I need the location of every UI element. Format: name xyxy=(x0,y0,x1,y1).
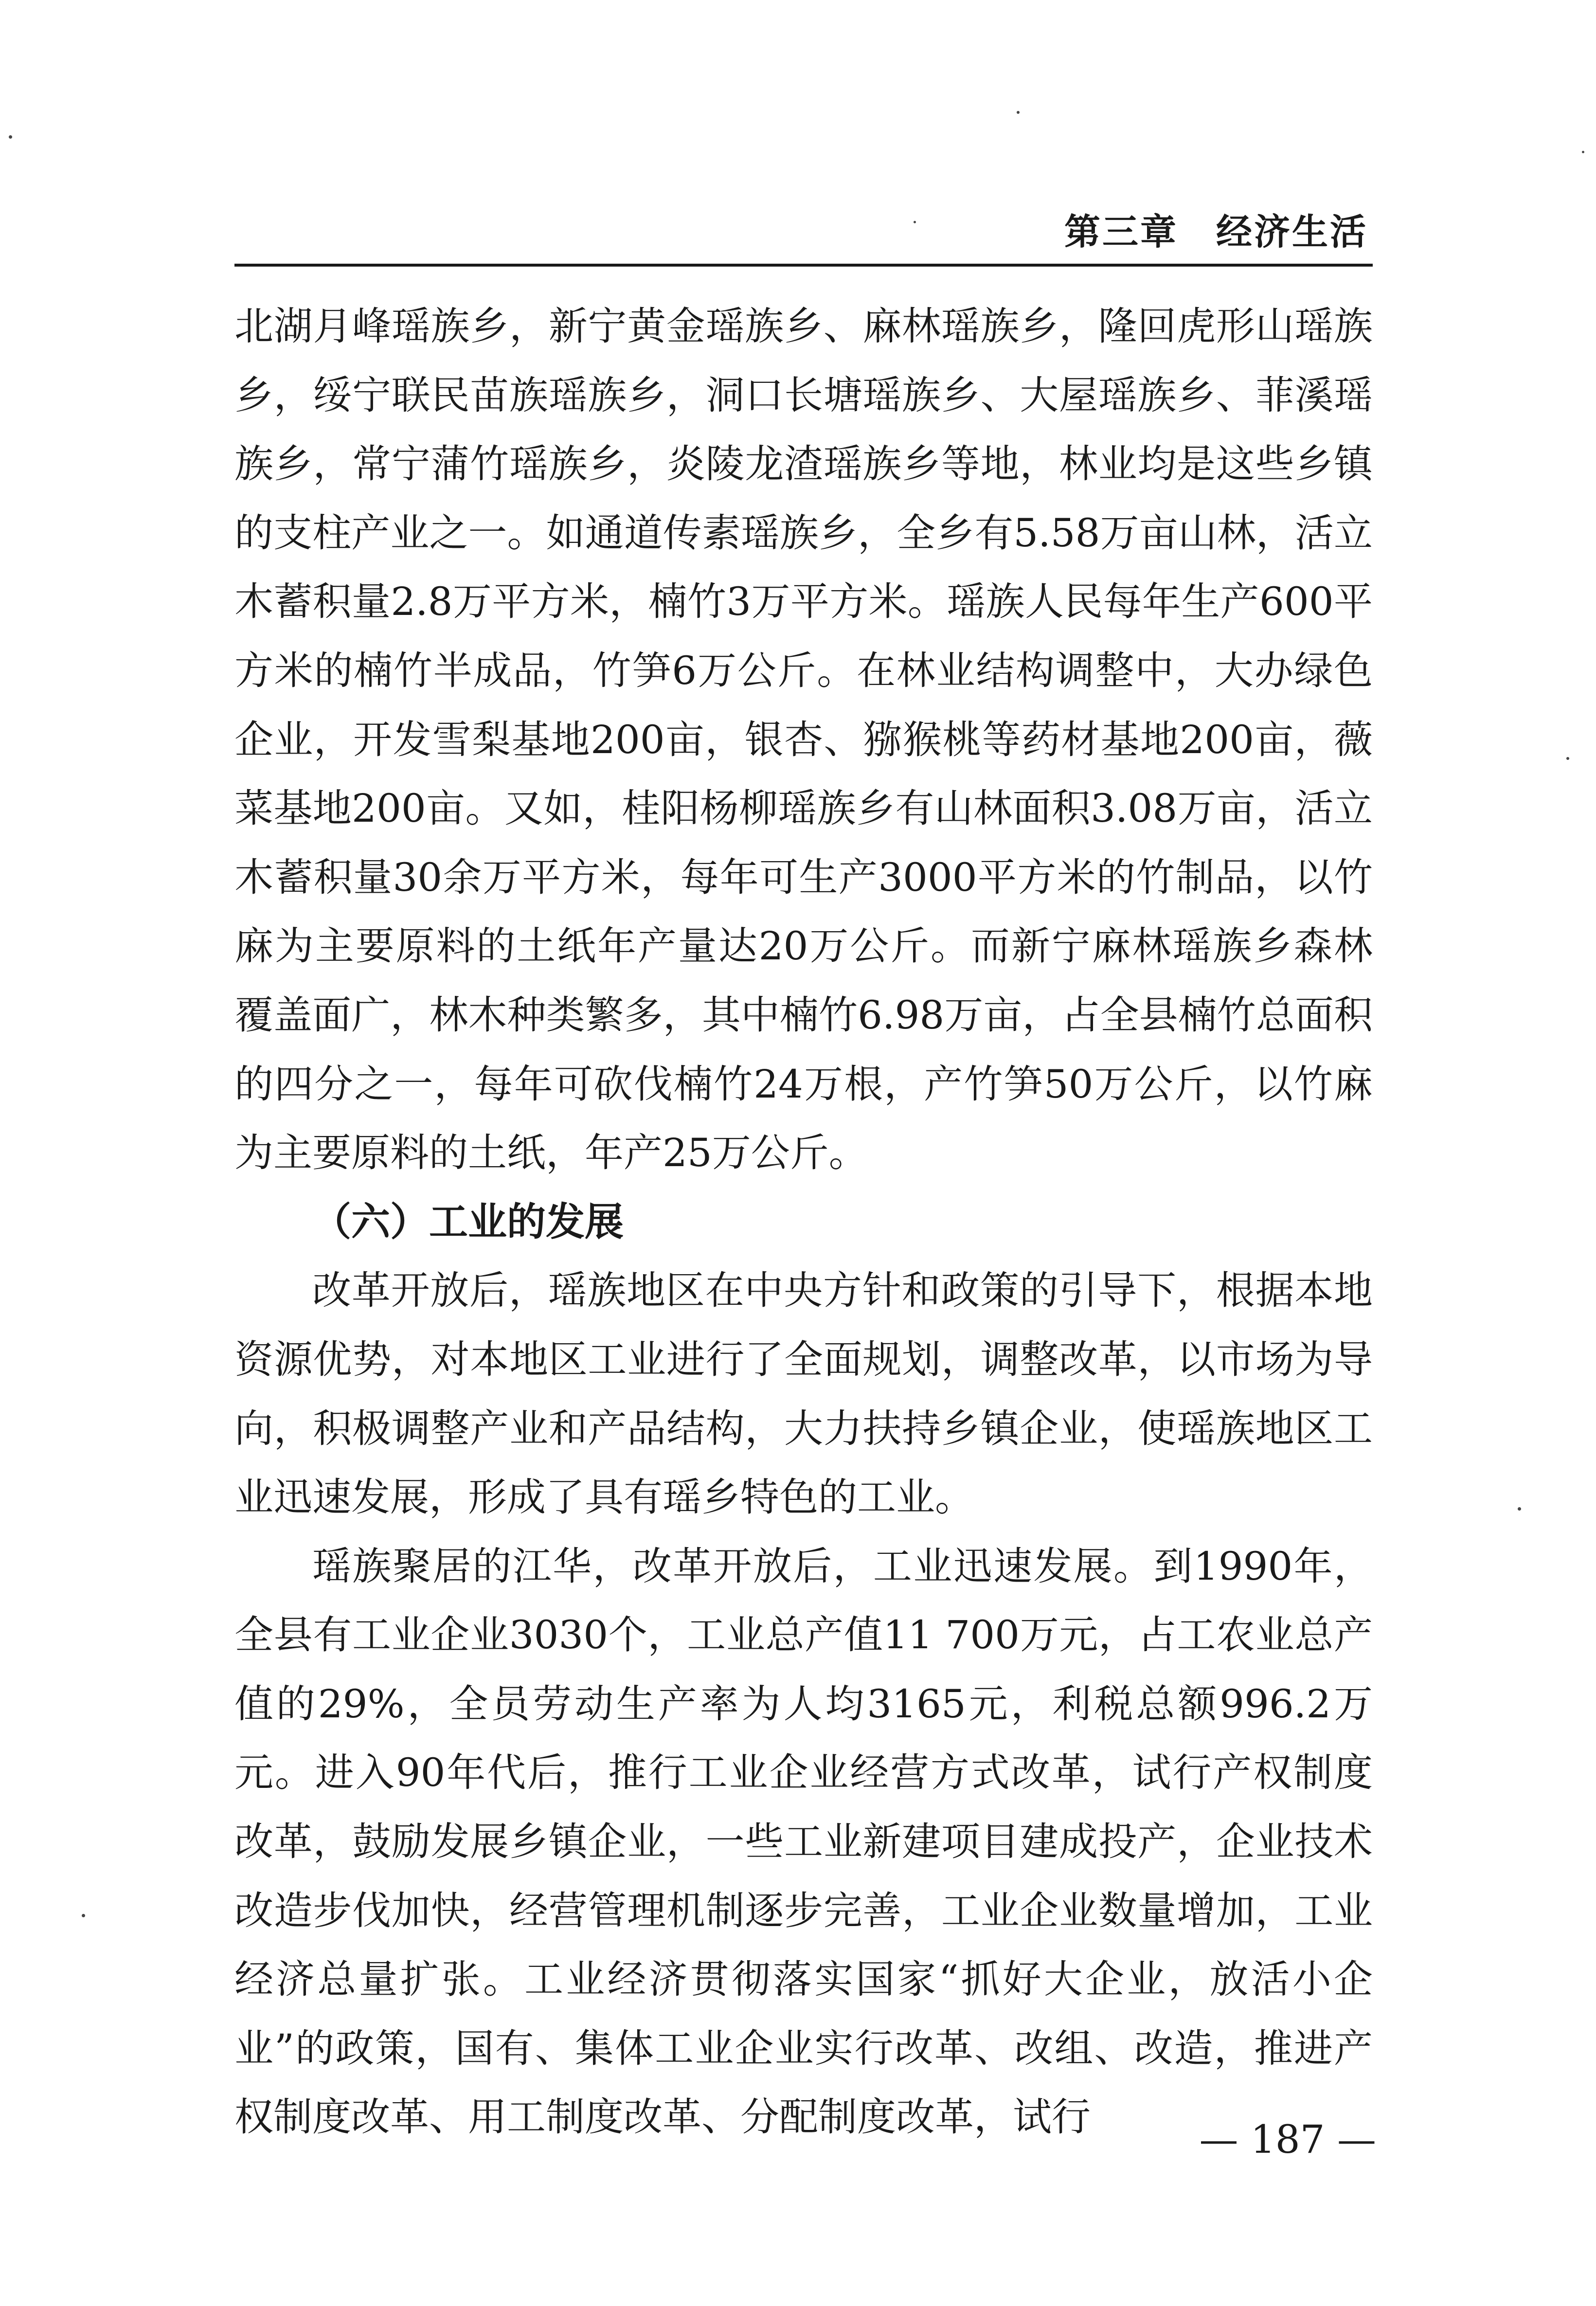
body-text xyxy=(234,292,1373,2152)
scan-speck xyxy=(9,135,12,139)
paragraph-forestry-continuation: 北湖月峰瑶族乡，新宁黄金瑶族乡、麻林瑶族乡，隆回虎形山瑶族乡，绥宁联民苗族瑶族乡，洞口长塘瑶族乡、大屋瑶族乡、菲溪瑶族乡，常宁蒲竹瑶族乡，炎陵龙渣瑶族乡等地，林业均是这些乡镇的支柱产业之一。如通道传素瑶族乡，全乡有5.58万亩山林，活立木蓄积量2.8万平方米，楠竹3万平方米。瑶族人民每年生产600平方米的楠竹半成品，竹笋6万公斤。在林业结构调整中，大办绿色企业，开发雪梨基地200亩，银杏、猕猴桃等药材基地200亩，薇菜基地200亩。又如，桂阳杨柳瑶族乡有山林面积3.08万亩，活立木蓄积量30余万平方米，每年可生产3000平方米的竹制品，以竹麻为主要原料的土纸年产量达20万公斤。而新宁麻林瑶族乡森林覆盖面广，林木种类繁多，其中楠竹6.98万亩，占全县楠竹总面积的四分之一，每年可砍伐楠竹24万根，产竹笋50万公斤，以竹麻为主要原料的土纸，年产25万公斤。 xyxy=(234,304,1373,1176)
scan-speck xyxy=(1017,111,1020,114)
paragraph-jianghua-industry: 瑶族聚居的江华，改革开放后，工业迅速发展。到1990年，全县有工业企业3030个，工业总产值11 700万元，占工农业总产值的29%，全员劳动生产率为人均3165元，利税总额996.2万元。进入90年代后，推行工业企业经营方式改革，试行产权制度改革，鼓励发展乡镇企业，一些工业新建项目建成投产，企业技术改造步伐加快，经营管理机制逐步完善，工业企业数量增加，工业经济总量扩张。工业经济贯彻落实国家“抓好大企业，放活小企业”的政策，国有、集体工业企业实行改革、改组、改造，推进产权制度改革、用工制度改革、分配制度改革，试行 xyxy=(234,1543,1373,2140)
scan-speck xyxy=(82,1914,85,1917)
section-heading: （六）工业的发展 xyxy=(312,1198,624,1244)
scan-speck xyxy=(914,221,916,223)
scan-speck xyxy=(1566,757,1569,760)
running-header xyxy=(234,191,1373,267)
scan-speck xyxy=(1582,151,1584,153)
paragraph-industry-intro: 改革开放后，瑶族地区在中央方针和政策的引导下，根据本地资源优势，对本地区工业进行了全面规划，调整改革，以市场为导向，积极调整产业和产品结构，大力扶持乡镇企业，使瑶族地区工业迅速发展，形成了具有瑶乡特色的工业。 xyxy=(234,1268,1373,1520)
page-number: — 187 — xyxy=(1199,2117,1376,2162)
scan-speck xyxy=(1518,1507,1521,1511)
running-title: 第三章 经济生活 xyxy=(1064,211,1368,253)
